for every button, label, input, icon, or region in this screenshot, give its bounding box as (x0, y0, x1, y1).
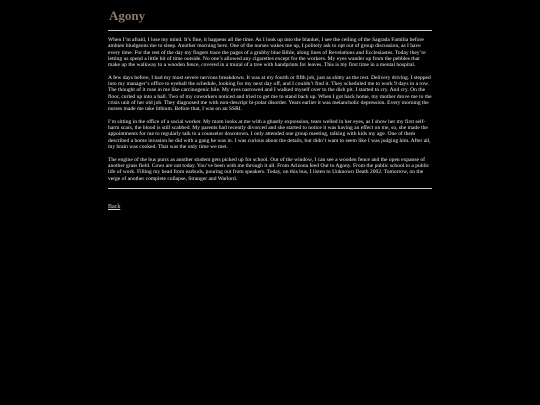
paragraph-1: When I’m afraid, I lose my mind. It’s fine, it happens all the time. As I look up into the blanket, I see the ceiling of the Sagrada Familia before ambien bludgeons me to sleep. Another morning here. One of the nurses wakes me up, I politely ask to opt out of group discussion, as I have every time. For the rest of the day my fingers trace the pages of a grubby blue Bible, along lines of Revelations and Ecclesiastes. Today they’re letting us spend a little bit of time outside. No one’s allowed any cigarettes except for the workers. My eyes wander up from the pebbles that make up the walkway to a wooden fence, covered in a mural of a tree with handprints for leaves. This is my first time in a mental hospital. (108, 37, 426, 69)
paragraph-2: A few days before, I had my most severe nervous breakdown. It was at my fourth or fifth job, just as shitty as the rest. Delivery driving. I stepped into my manager’s office to eyeball the schedule, looking for my next day off, and I couldn’t find it. They scheduled me to work 9 days in a row. The thought of it rose in me like carcinogenic bile. My eyes narrowed and I walked myself over to the dish pit. I started to cry. And cry. On the floor, curled up into a ball. Two of my coworkers noticed and tried to get me to stand back up. When I got back home, my mother drove me to the crisis unit of her old job. They diagnosed me with non-descript bi-polar disorder. Years earlier it was melancholic depression. Every morning the nurses made me take lithium. Before that, I was on an SSRI. (108, 74, 432, 113)
page-content (108, 8, 432, 213)
bottom-divider (108, 188, 432, 189)
paragraph-3: I’m sitting in the office of a social worker. My mom looks at me with a ghastly expression, tears welled in her eyes, as I show her my first self-harm scars, the blood is still scabbed. My parents had recently divorced and she started to notice it was having an effect on me, so, she made the appointments for me to regularly talk to a counselor downtown. I only attended one group meeting, talking with kids my age. One of them described a home invasion he did with a gang he was in. I was curious about the details, but didn’t want to seem like I was judging him. After all, my brain was cooked. That was the only time we met. (108, 118, 431, 151)
page-title: Agony (109, 8, 146, 23)
top-divider (108, 30, 432, 31)
paragraph-4: The engine of the bus purrs as another student gets picked up for school. Out of the window, I can see a wooden fence and the open expanse of another grass field. Cows are out today. You’ve been with me through it all. From Arizona feed Out to Agony. From the public school to a public life of work. Filling my head from earbuds, pouring out from speakers. Today, on this bus, I listen to Unknown Death 2002. Tomorrow, on the verge of another complete collapse, Stranger and Warlord. (108, 156, 430, 182)
back-link[interactable]: Back (108, 204, 121, 211)
